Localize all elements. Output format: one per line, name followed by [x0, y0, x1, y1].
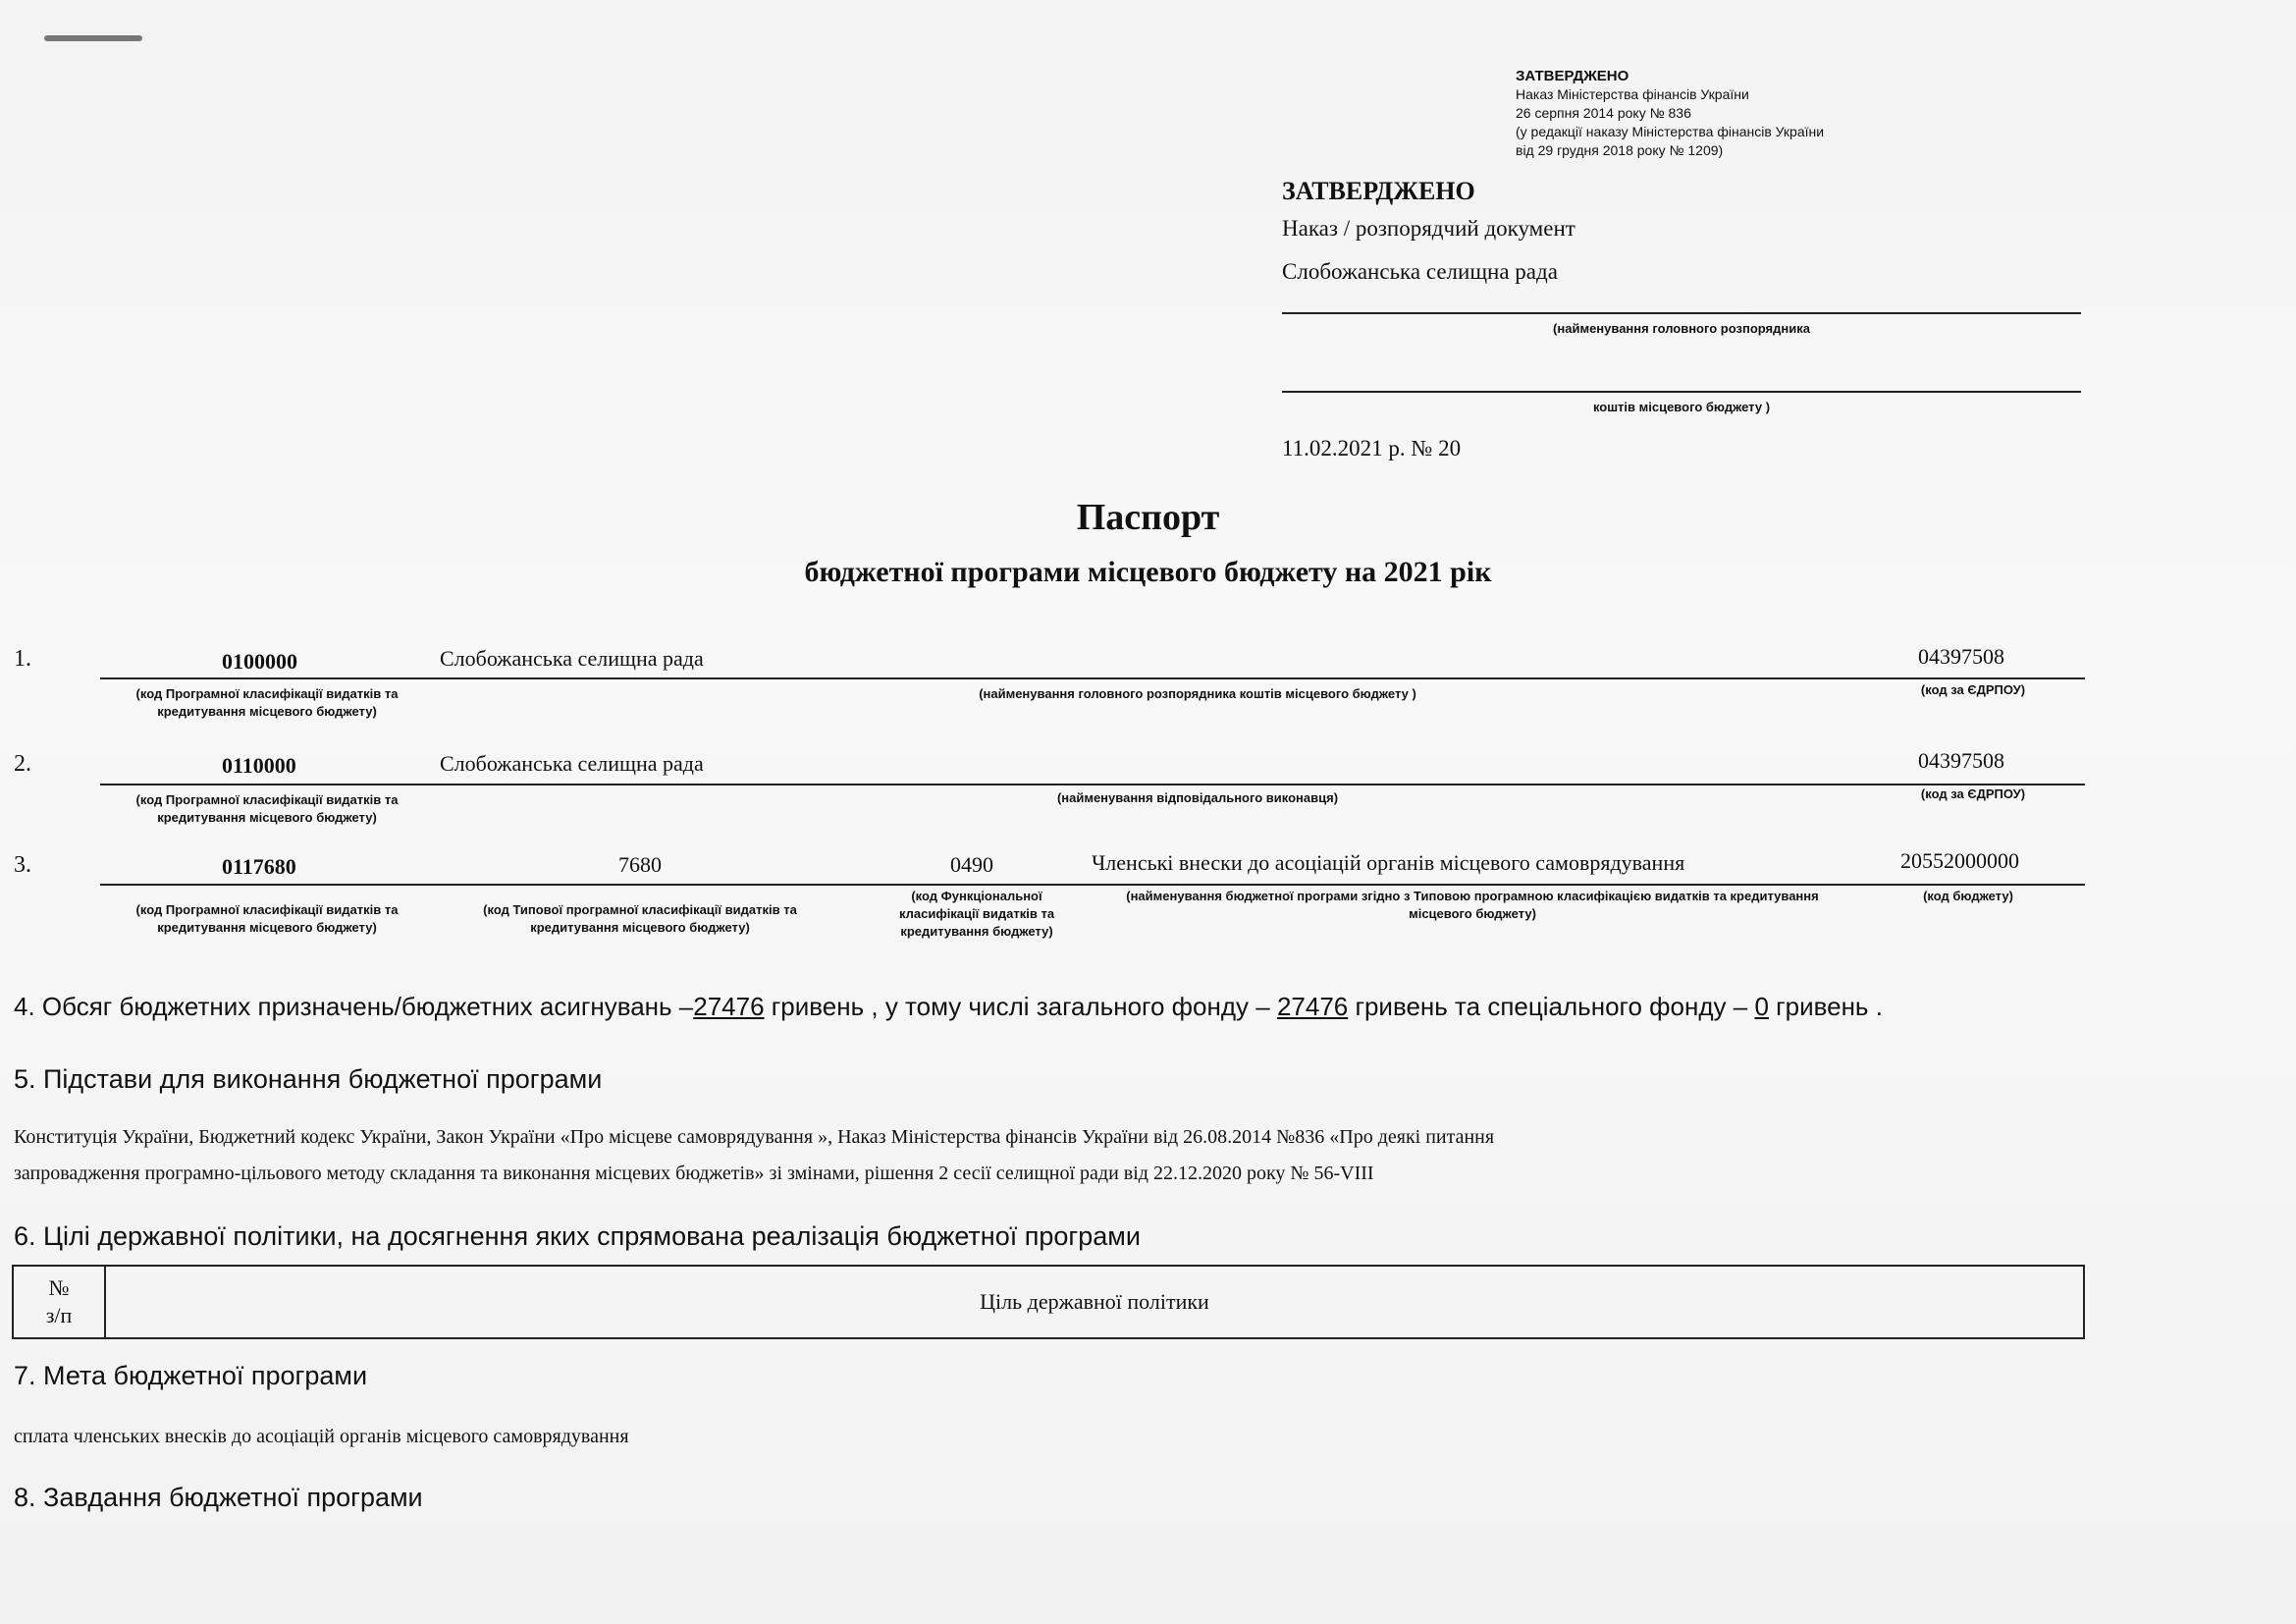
approval-org: Слобожанська селищна рада — [1282, 259, 1558, 284]
edrpou-code: 04397508 — [1918, 644, 2004, 669]
ministry-approval-line: Наказ Міністерства фінансів України — [1516, 86, 1749, 102]
section-7-text: сплата членських внесків до асоціацій органів місцевого самоврядування — [14, 1426, 629, 1447]
section-4-text: гривень , у тому числі загального фонду – — [764, 992, 1277, 1021]
ministry-approval-stamp — [1516, 67, 1824, 160]
section-5-text-line: запровадження програмно-цільового методу складання та виконання місцевих бюджетів» зі змінами, рішення 2 сесії селищної ради від 22.12.2020 року № 56-VIII — [14, 1163, 1374, 1184]
main-manager-name: Слобожанська селищна рада — [440, 646, 704, 671]
ministry-approval-line: 26 серпня 2014 року № 836 — [1516, 105, 1691, 121]
row-number: 1. — [14, 646, 31, 672]
caption-edrpou: (код за ЄДРПОУ) — [1920, 682, 2026, 697]
section-8-title: 8. Завдання бюджетної програми — [14, 1483, 423, 1512]
section-4-volume — [14, 992, 1883, 1022]
special-fund-amount: 0 — [1754, 992, 1769, 1021]
section-4-suffix: гривень . — [1768, 992, 1883, 1021]
col-goal-header: Ціль державної політики — [105, 1266, 2084, 1338]
approval-line2 — [1282, 391, 2081, 393]
caption-name: (найменування головного розпорядника коштів місцевого бюджету ) — [979, 686, 1416, 701]
approval-doc-type: Наказ / розпорядчий документ — [1282, 216, 1575, 241]
section-4-text: гривень та спеціального фонду – — [1348, 992, 1755, 1021]
approval-caption: коштів місцевого бюджету ) — [1592, 400, 1771, 414]
ministry-approval-line: від 29 грудня 2018 року № 1209) — [1516, 142, 1724, 158]
row-number: 2. — [14, 751, 31, 777]
general-fund-amount: 27476 — [1276, 992, 1349, 1021]
col-number-header — [13, 1266, 105, 1338]
ministry-approval-title: ЗАТВЕРДЖЕНО — [1516, 68, 1629, 84]
section-5-title: 5. Підстави для виконання бюджетної програми — [14, 1064, 603, 1094]
typical-program-code: 7680 — [618, 852, 662, 877]
program-code: 0117680 — [222, 854, 296, 879]
caption-budget: (код бюджету) — [1923, 889, 2013, 903]
page-subtitle: бюджетної програми місцевого бюджету на 2021 рік — [804, 556, 1492, 588]
col-number-label: № — [48, 1275, 70, 1300]
total-amount: 27476 — [693, 992, 765, 1021]
caption-functional: (код Функціональної класифікації видатків та кредитування бюджету) — [898, 889, 1055, 939]
approval-caption: (найменування головного розпорядника — [1553, 321, 1810, 336]
row-underline — [100, 784, 2085, 785]
section-7-title: 7. Мета бюджетної програми — [14, 1361, 368, 1390]
caption-code: (код Програмної класифікації видатків та кредитування місцевого бюджету) — [135, 792, 399, 825]
approval-org-underline — [1282, 312, 2081, 314]
section-5-text-line: Конституція України, Бюджетний кодекс України, Закон України «Про місцеве самоврядування », Наказ Міністерства фінансів України від 26.08.2014 №836 «Про деякі питання — [14, 1126, 1495, 1148]
caption-code: (код Програмної класифікації видатків та кредитування місцевого бюджету) — [135, 686, 399, 719]
program-name: Членські внески до асоціацій органів місцевого самоврядування — [1092, 850, 1685, 875]
caption-edrpou: (код за ЄДРПОУ) — [1920, 786, 2026, 801]
caption-program-name: (найменування бюджетної програми згідно з Типовою програмною класифікацією видатків та кредитування місцевого бюджету) — [1126, 889, 1819, 921]
budget-code: 20552000000 — [1900, 848, 2019, 873]
caption-name: (найменування відповідального виконавця) — [1056, 790, 1339, 805]
goals-table — [12, 1265, 2085, 1339]
functional-code: 0490 — [950, 852, 993, 877]
ministry-approval-line: (у редакції наказу Міністерства фінансів України — [1516, 124, 1825, 139]
section-6-title: 6. Цілі державної політики, на досягнення яких спрямована реалізація бюджетної програми — [14, 1221, 1141, 1251]
table-header-row — [13, 1266, 2084, 1338]
program-code: 0110000 — [222, 753, 296, 778]
page-title: Паспорт — [1076, 497, 1220, 538]
section-4-prefix: 4. Обсяг бюджетних призначень/бюджетних асигнувань – — [14, 992, 694, 1021]
executor-name: Слобожанська селищна рада — [440, 751, 704, 776]
staple-mark — [44, 35, 142, 41]
approval-block — [1282, 177, 2081, 285]
edrpou-code: 04397508 — [1918, 748, 2004, 773]
program-code: 0100000 — [222, 649, 297, 674]
row-underline — [100, 677, 2085, 679]
approval-date-number: 11.02.2021 р. № 20 — [1282, 436, 1462, 460]
row-underline — [100, 884, 2085, 886]
approval-title: ЗАТВЕРДЖЕНО — [1282, 177, 1475, 205]
caption-code: (код Програмної класифікації видатків та кредитування місцевого бюджету) — [135, 902, 399, 935]
col-number-label: з/п — [45, 1303, 73, 1327]
caption-typical: (код Типової програмної класифікації видатків та кредитування місцевого бюджету) — [483, 902, 797, 935]
row-number: 3. — [14, 852, 31, 878]
